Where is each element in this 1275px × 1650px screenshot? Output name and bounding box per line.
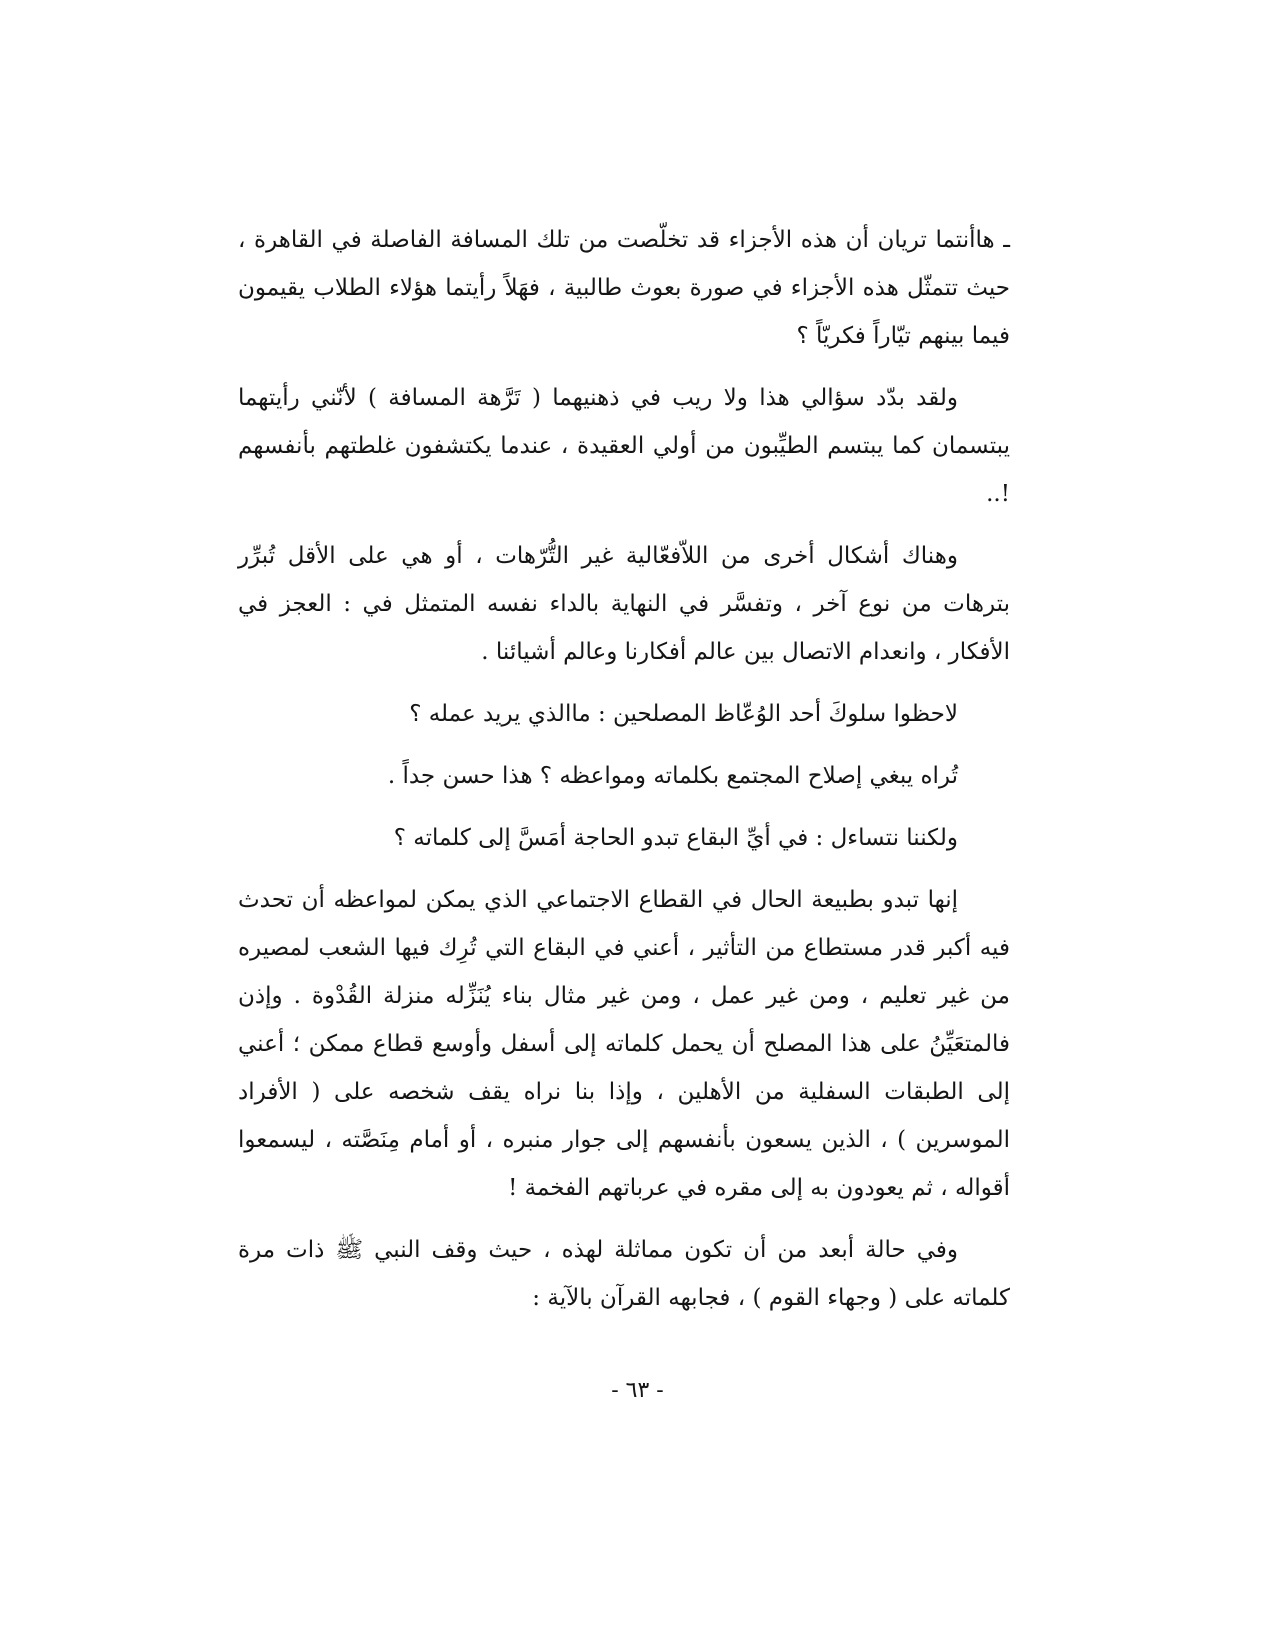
text-block-bottom <box>238 876 1010 1322</box>
paragraph-3: وهناك أشكال أخرى من اللاّفعّالية غير التُّرّهات ، أو هي على الأقل تُبرِّر بترهات من نوع آخر ، وتفسَّر في النهاية بالداء نفسه المتمثل في : العجز في الأفكار ، وانعدام الاتصال بين عالم أفكارنا وعالم أشيائنا . <box>238 543 1010 665</box>
paragraph-1: ـ هاأنتما تريان أن هذه الأجزاء قد تخلّصت من تلك المسافة الفاصلة في القاهرة ، حيث تتمثّل هذه الأجزاء في صورة بعوث طالبية ، فهَلاً رأيتما هؤلاء الطلاب يقيمون فيما بينهم تيّاراً فكريّاً ؟ <box>238 227 1010 349</box>
paragraph-2: ولقد بدّد سؤالي هذا ولا ريب في ذهنيهما ( تَرَّهة المسافة ) لأنّني رأيتهما يبتسمان كما يبتسم الطيِّبون من أولي العقيدة ، عندما يكتشفون غلطتهم بأنفسهم !.. <box>238 385 1010 507</box>
quote-line-3: ولكننا نتساءل : في أيِّ البقاع تبدو الحاجة أمَسَّ إلى كلماته ؟ <box>393 825 958 851</box>
paragraph-4: إنها تبدو بطبيعة الحال في القطاع الاجتماعي الذي يمكن لمواعظه أن تحدث فيه أكبر قدر مستطاع من التأثير ، أعني في البقاع التي تُرِك فيها الشعب لمصيره من غير تعليم ، ومن غير عمل ، ومن غير مثال بناء يُنَزِّله منزلة القُدْوة . وإذن فالمتعَيِّنُ على هذا المصلح أن يحمل كلماته إلى أسفل وأوسع قطاع ممكن ؛ أعني إلى الطبقات السفلية من الأهلين ، وإذا بنا نراه يقف شخصه على ( الأفراد الموسرين ) ، الذين يسعون بأنفسهم إلى جوار منبره ، أو أمام مِنَصَّته ، ليسمعوا أقواله ، ثم يعودون به إلى مقره في عرباتهم الفخمة ! <box>238 887 1010 1201</box>
paragraph-5: وفي حالة أبعد من أن تكون مماثلة لهذه ، حيث وقف النبي ﷺ ذات مرة كلماته على ( وجهاء القوم ) ، فجابهه القرآن بالآية : <box>238 1237 1010 1311</box>
text-block-top <box>238 216 1010 676</box>
quote-line-1: لاحظوا سلوكَ أحد الوُعّاظ المصلحين : ماالذي يريد عمله ؟ <box>409 701 958 727</box>
page-number: - ٦٣ - <box>611 1378 664 1403</box>
quoted-lines <box>238 690 958 876</box>
quote-line-2: تُراه يبغي إصلاح المجتمع بكلماته ومواعظه ؟ هذا حسن جداً . <box>387 763 958 789</box>
